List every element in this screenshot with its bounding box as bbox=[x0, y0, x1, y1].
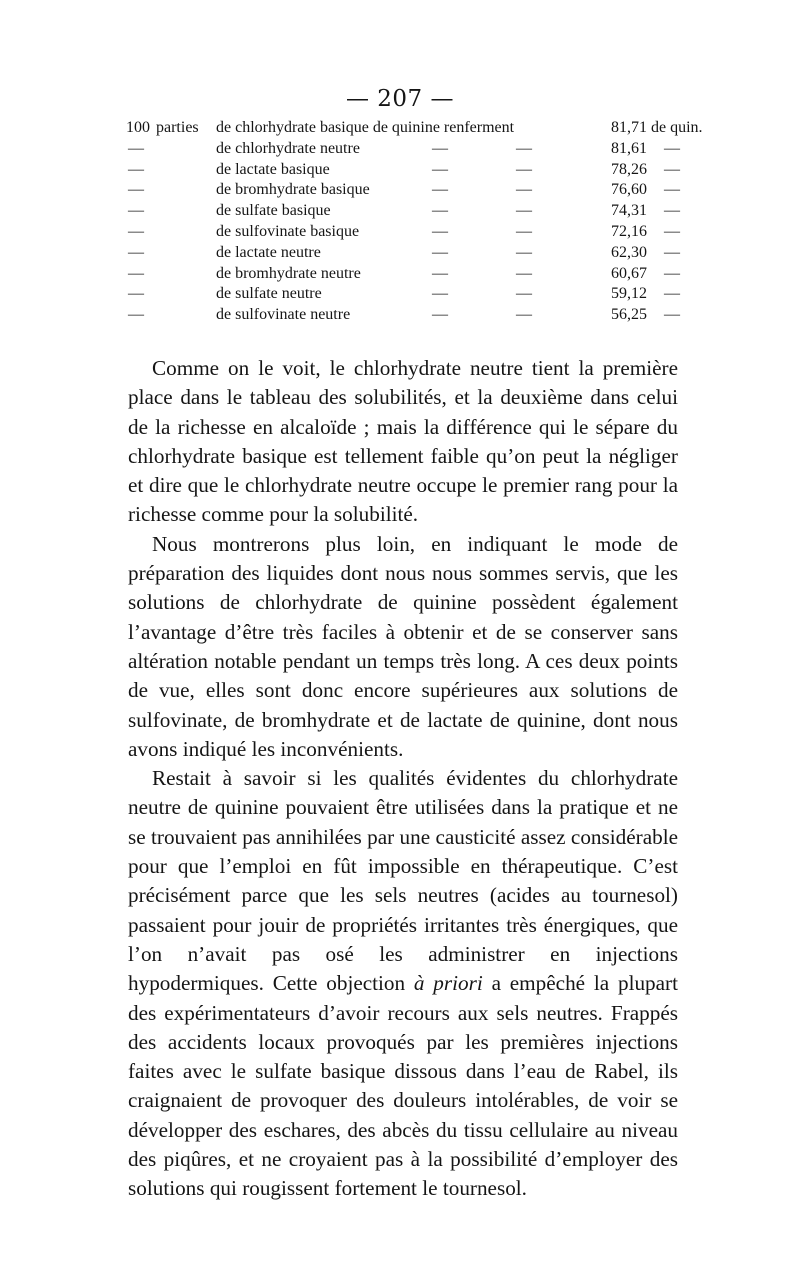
row-lead-dash: — bbox=[128, 243, 144, 261]
row-value: 60,67 bbox=[611, 264, 647, 282]
row-value: 72,16 bbox=[611, 222, 647, 240]
row-dash: — bbox=[432, 181, 448, 199]
row-value: 59,12 bbox=[611, 285, 647, 303]
row-dash: — bbox=[516, 139, 532, 157]
row-salt: de sulfovinate neutre bbox=[216, 306, 351, 324]
row-value: 62,30 bbox=[611, 243, 647, 261]
row-tail-dash: — bbox=[664, 306, 680, 324]
row-salt: de chlorhydrate basique de quinine renferment bbox=[216, 119, 515, 136]
row-tail-dash: — bbox=[664, 285, 680, 303]
row-lead-dash: — bbox=[128, 202, 144, 220]
table-row bbox=[0, 305, 800, 326]
row-value: 81,71 de quin. bbox=[611, 119, 703, 136]
table-row bbox=[0, 139, 800, 160]
row-value: 78,26 bbox=[611, 160, 647, 178]
table-row bbox=[0, 284, 800, 305]
row-salt: de lactate basique bbox=[216, 160, 330, 178]
row-dash: — bbox=[516, 181, 532, 199]
paragraph bbox=[128, 764, 678, 1203]
row-tail-dash: — bbox=[664, 181, 680, 199]
row-parties: parties bbox=[156, 119, 199, 136]
row-lead-dash: — bbox=[128, 222, 144, 240]
paragraph-text: Restait à savoir si les qualités évidentes du chlorhydrate neutre de quinine pouvaient être utilisées dans la pratique et ne se trouvaient pas annihilées par une causticité assez considérable pour que l’emploi en fût impossible en thérapeutique. C’est précisément parce que les sels neutres (acides au tournesol) passaient pour jouir de propriétés irritantes très énergiques, que l’on n’avait pas osé les administrer en injections hypodermiques. Cette objection bbox=[128, 766, 678, 996]
row-count: 100 bbox=[126, 119, 150, 136]
table-row bbox=[0, 264, 800, 285]
page-number: — 207 — bbox=[345, 86, 455, 112]
row-salt: de bromhydrate basique bbox=[216, 181, 370, 199]
table-row bbox=[0, 180, 800, 201]
table-row bbox=[0, 160, 800, 181]
row-value: 74,31 bbox=[611, 202, 647, 220]
row-value: 76,60 bbox=[611, 181, 647, 199]
table-row bbox=[0, 118, 800, 139]
row-dash: — bbox=[432, 285, 448, 303]
row-dash: — bbox=[516, 222, 532, 240]
row-value: 56,25 bbox=[611, 306, 647, 324]
row-tail-dash: — bbox=[664, 222, 680, 240]
table-row bbox=[0, 243, 800, 264]
row-dash: — bbox=[516, 264, 532, 282]
row-tail-dash: — bbox=[664, 160, 680, 178]
row-lead-dash: — bbox=[128, 181, 144, 199]
row-dash: — bbox=[516, 160, 532, 178]
row-tail-dash: — bbox=[664, 264, 680, 282]
row-lead-dash: — bbox=[128, 285, 144, 303]
row-salt: de lactate neutre bbox=[216, 243, 321, 261]
row-tail-dash: — bbox=[664, 202, 680, 220]
row-dash: — bbox=[432, 160, 448, 178]
row-value: 81,61 bbox=[611, 139, 647, 157]
table-row bbox=[0, 222, 800, 243]
row-dash: — bbox=[432, 222, 448, 240]
row-salt: de sulfate neutre bbox=[216, 285, 322, 303]
row-salt: de sulfovinate basique bbox=[216, 222, 360, 240]
row-tail-dash: — bbox=[664, 243, 680, 261]
row-dash: — bbox=[516, 306, 532, 324]
row-dash: — bbox=[432, 139, 448, 157]
row-lead-dash: — bbox=[128, 160, 144, 178]
italic-phrase: à priori bbox=[413, 971, 483, 996]
row-dash: — bbox=[432, 264, 448, 282]
row-dash: — bbox=[516, 285, 532, 303]
row-dash: — bbox=[432, 243, 448, 261]
row-dash: — bbox=[432, 202, 448, 220]
solubility-richness-table bbox=[0, 118, 800, 326]
row-salt: de chlorhydrate neutre bbox=[216, 139, 360, 157]
paragraph: Nous montrerons plus loin, en indiquant le mode de préparation des liquides dont nous nous sommes servis, que les solutions de chlorhydrate de quinine possèdent également l’avantage d’être très faciles à obtenir et de se conserver sans altération notable pendant un temps très long. A ces deux points de vue, elles sont donc encore supérieures aux solutions de sulfovinate, de bromhydrate et de lactate de quinine, dont nous avons indiqué les inconvénients. bbox=[128, 531, 678, 761]
body-text bbox=[128, 354, 678, 1204]
row-dash: — bbox=[516, 202, 532, 220]
row-salt: de bromhydrate neutre bbox=[216, 264, 361, 282]
row-dash: — bbox=[432, 306, 448, 324]
row-lead-dash: — bbox=[128, 264, 144, 282]
paragraph: Comme on le voit, le chlorhydrate neutre tient la première place dans le tableau des solubilités, et la deuxième dans celui de la richesse en alcaloïde ; mais la différence qui le sépare du chlorhydrate basique est tellement faible qu’on peut la négliger et dire que le chlorhydrate neutre occupe le premier rang pour la richesse comme pour la solubilité. bbox=[128, 356, 678, 527]
table-row bbox=[0, 201, 800, 222]
row-salt: de sulfate basique bbox=[216, 202, 331, 220]
paragraph-text: a empêché la plupart des expérimentateurs d’avoir recours aux sels neutres. Frappés des accidents locaux provoqués par les premières injections faites avec le sulfate basique dissous dans l’eau de Rabel, ils craignaient de provoquer des douleurs intolérables, de voir se développer des eschares, des abcès du tissu cellulaire au niveau des piqûres, et ne croyaient pas à la possibilité d’employer des solutions qui rougissent fortement le tournesol. bbox=[128, 971, 678, 1201]
row-tail-dash: — bbox=[664, 139, 680, 157]
row-lead-dash: — bbox=[128, 139, 144, 157]
row-dash: — bbox=[516, 243, 532, 261]
row-lead-dash: — bbox=[128, 306, 144, 324]
